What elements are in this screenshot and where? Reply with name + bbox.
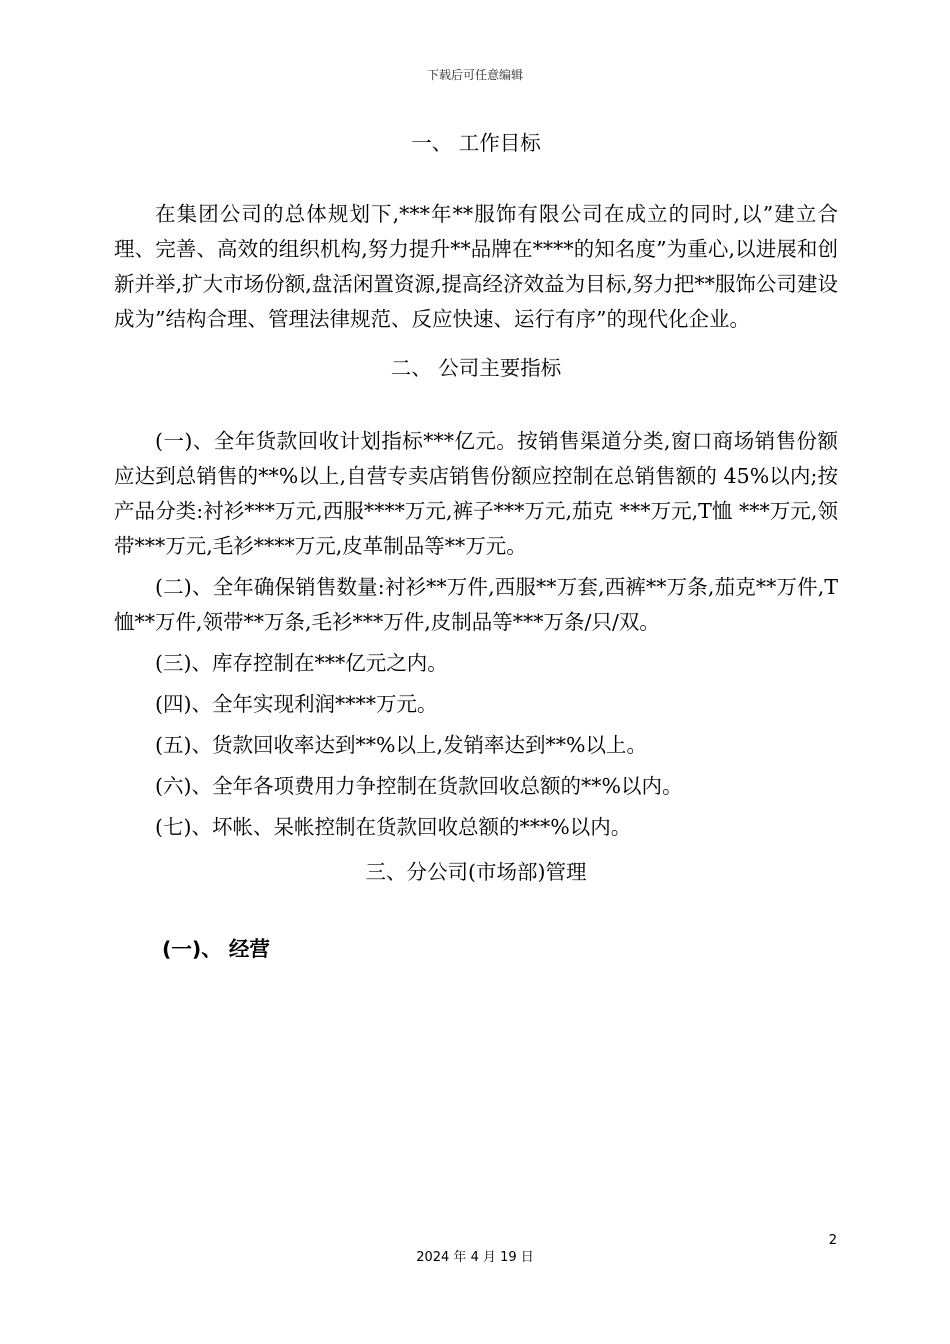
- section-title-main-indicators: 二、 公司主要指标: [390, 356, 562, 380]
- indicator-item: (一)、全年货款回收计划指标***亿元。按销售渠道分类,窗口商场销售份额应达到总销售的**%以上,自营专卖店销售份额应控制在总销售额的 45%以内;按产品分类:衬衫***万元,西服****万元,裤子***万元,茄克 ***万元,T恤 ***万元,领带***万元,毛衫****万元,皮革制品等**万元。: [114, 429, 838, 558]
- page-number: 2: [828, 1233, 837, 1248]
- footer-date: 2024 年 4 月 19 日: [416, 1250, 534, 1265]
- indicator-item: (五)、货款回收率达到**%以上,发销率达到**%以上。: [155, 733, 647, 757]
- indicator-item: (三)、库存控制在***亿元之内。: [155, 651, 448, 675]
- subsection-heading-operations: (一)、 经营: [162, 937, 270, 961]
- indicator-item: (六)、全年各项费用力争控制在货款回收总额的**%以内。: [155, 774, 683, 798]
- indicator-item: (四)、全年实现利润****万元。: [155, 692, 438, 716]
- indicator-item: (七)、坏帐、呆帐控制在货款回收总额的***%以内。: [155, 815, 632, 839]
- section-title-branch-management: 三、分公司(市场部)管理: [365, 860, 587, 884]
- indicator-item: (二)、全年确保销售数量:衬衫**万件,西服**万套,西裤**万条,茄克**万件,T恤**万件,领带**万条,毛衫***万件,皮制品等***万条/只/双。: [114, 575, 838, 634]
- document-body: [114, 126, 838, 967]
- section-paragraph: 在集团公司的总体规划下,***年**服饰有限公司在成立的同时,以”建立合理、完善、高效的组织机构,努力提升**品牌在****的知名度”为重心,以进展和创新并举,扩大市场份额,盘活闲置资源,提高经济效益为目标,努力把**服饰公司建设成为”结构合理、管理法律规范、反应快速、运行有序”的现代化企业。: [114, 202, 838, 331]
- section-title-work-goals: 一、 工作目标: [411, 131, 541, 155]
- page-header: 下载后可任意编辑: [426, 68, 523, 82]
